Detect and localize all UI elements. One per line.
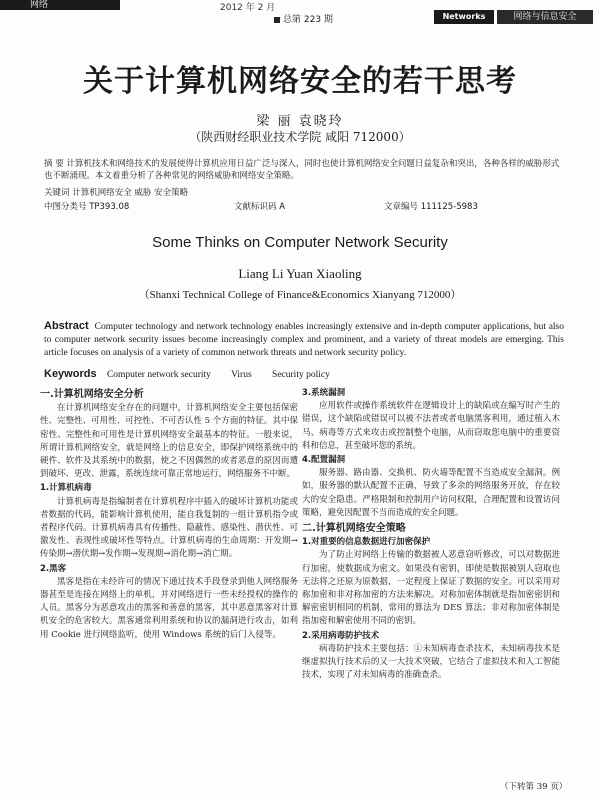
clc-number: 中图分类号 TP393.08 xyxy=(44,202,130,212)
subsection-heading: 4.配置漏洞 xyxy=(302,455,346,466)
paragraph: 在计算机网络安全存在的问题中，计算机网络安全主要包括保密性、完整性、可用性、可控性、不可否认性 5 个方面的特征。其中保密性、完整性和可用性是计算机网络安全最基本的特征。一般来说，所谓计算机网络安全，就是网络上的信息安全，即保护网络系统中的硬件、软件及其系统中的数据，使之不因偶然的或者恶意的原因而遭到破坏、更改、泄露，系统连续可靠正常地运行，网络服务不中断。 xyxy=(40,403,298,480)
abstract-en-text: Computer technology and network technology enables increasingly extensive and in-depth computer applications, but also to computer network security issues become increasingly complex and prominent, and a variety of threat models are emerging. This article focuses on analysis of a variety of common network threats and network security policy. xyxy=(44,322,564,358)
section-heading: 二.计算机网络安全策略 xyxy=(302,523,406,535)
paragraph: 黑客是指在未经许可的情况下通过技术手段登录到他人网络服务器甚至是连接在网络上的单机，并对网络进行一些未经授权的操作的人员。黑客分为恶意攻击的黑客和善意的黑客，其中恶意黑客对计算机安全的危害较大。黑客通常利用系统和协议的漏洞进行攻击，如利用 Cookie 进行网络监听，使用 Windows 系统的后门入侵等。 xyxy=(40,576,298,640)
paragraph: 为了防止对网络上传输的数据被人恶意窃听修改，可以对数据进行加密，使数据成为密文。如果没有密钥，即使是数据被别人窃取也无法将之还原为原数据，一定程度上保证了数据的安全。可以采用对称加密和非对称加密的方法来解决。对称加密体制就是指加密密钥和解密密钥相同的机制，常用的算法为 DES 算法；非对称加密体制是指加密和解密使用不同的密钥。 xyxy=(302,550,560,627)
article-number: 文章编号 111125-5983 xyxy=(384,202,478,212)
body-column-left xyxy=(40,386,298,642)
keywords-en-label: Keywords xyxy=(44,368,97,380)
page-title: 关于计算机网络安全的若干思考 xyxy=(83,64,517,99)
keyword-item: Security policy xyxy=(272,370,330,380)
subsection-heading: 3.系统漏洞 xyxy=(302,388,346,398)
body-column-right xyxy=(302,386,560,682)
continuation-note: （下转第 39 页） xyxy=(500,782,568,792)
authors-en: Liang Li Yuan Xiaoling xyxy=(238,266,362,281)
issue-number xyxy=(274,12,333,25)
document-code: 文献标识码 A xyxy=(234,202,286,212)
paragraph: 病毒防护技术主要包括：①未知病毒查杀技术，未知病毒技术是继虚拟执行技术后的又一大技术突破，它结合了虚拟技术和人工智能技术，实现了对未知病毒的准确查杀。 xyxy=(302,643,560,681)
abstract-cn: 摘 要 计算机技术和网络技术的发展使得计算机应用日益广泛与深入，同时也使计算机网络安全问题日益复杂和突出，各种各样的威胁形式也不断涌现。本文着重分析了各种常见的网络威胁和网络安全策略。 xyxy=(44,159,560,181)
authors-cn: 梁 丽 袁晓玲 xyxy=(256,114,344,129)
title-en: Some Thinks on Computer Network Security xyxy=(152,234,448,251)
keywords-en xyxy=(44,368,348,380)
affiliation-en: （Shanxi Technical College of Finance&Economics Xianyang 712000） xyxy=(138,289,462,301)
section-heading: 一.计算机网络安全分析 xyxy=(40,389,144,400)
section-label: 网络 xyxy=(0,0,120,10)
subsection-heading: 1.计算机病毒 xyxy=(40,483,92,494)
issue-number-text: 总第 223 期 xyxy=(283,15,333,25)
affiliation-cn: （陕西财经职业技术学院 咸阳 712000） xyxy=(189,130,411,144)
square-bullet-icon xyxy=(274,17,280,23)
keyword-item: Computer network security xyxy=(106,370,211,380)
subsection-heading: 2.黑客 xyxy=(40,563,67,574)
subsection-heading: 2.采用病毒防护技术 xyxy=(302,630,380,641)
paragraph: 应用软件或操作系统软件在逻辑设计上的缺陷或在编写时产生的错误，这个缺陷或错误可以被不法者或者电脑黑客利用，通过植入木马、病毒等方式来攻击或控制整个电脑，从而窃取您电脑中的重要资料和信息，甚至破坏您的系统。 xyxy=(302,401,560,451)
keywords-cn: 关键词 计算机网络安全 威胁 安全策略 xyxy=(44,188,189,198)
subsection-heading: 1.对重要的信息数据进行加密保护 xyxy=(302,537,431,548)
abstract-en-label: Abstract xyxy=(44,320,89,332)
issue-date: 2012 年 2 月 xyxy=(220,3,276,13)
page-header xyxy=(0,0,600,25)
networks-badge-subtitle: 网络与信息安全 xyxy=(497,10,593,24)
abstract-en xyxy=(44,320,564,360)
paragraph: 服务器、路由器、交换机、防火墙等配置不当造成安全漏洞。例如，服务器的默认配置不正确，导致了多余的网络服务开放，存在较大的安全隐患。严格限制和控制用户访问权限，合理配置和设置访问策略，避免因配置不当而造成的安全问题。 xyxy=(302,468,560,518)
paragraph: 计算机病毒是指编制者在计算机程序中插入的破坏计算机功能或者数据的代码，能影响计算机使用，能自我复制的一组计算机指令或者程序代码。计算机病毒具有传播性、隐蔽性、感染性、潜伏性、可激发性、表现性或破坏性等特点。计算机病毒的生命周期：开发期→传染期→潜伏期→发作期→发现期→消化期→消亡期。 xyxy=(40,496,298,560)
networks-badge: Networks xyxy=(434,10,494,24)
keyword-item: Virus xyxy=(231,370,252,380)
